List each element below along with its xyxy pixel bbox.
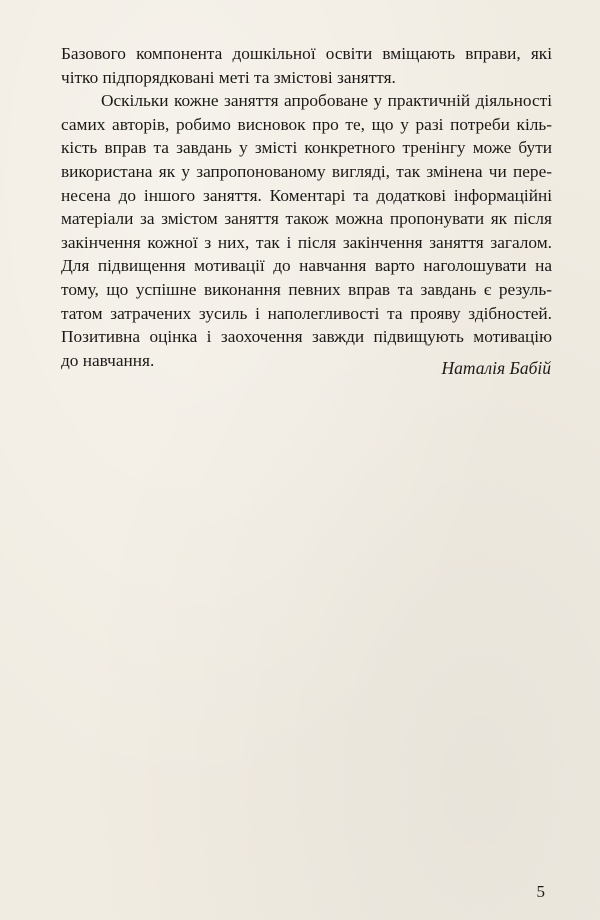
text-line: Для підвищення мотивації до навчання варто наголошувати на [61, 256, 552, 276]
text-line: кість вправ та завдань у змісті конкретного тренінгу може бути [61, 138, 552, 158]
text-line: несена до іншого заняття. Коментарі та додаткові інформаційні [61, 185, 552, 205]
text-line: тому, що успішне виконання певних вправ та завдань є резуль- [61, 279, 552, 299]
page-number: 5 [536, 882, 545, 901]
text-line: закінчення кожної з них, так і після закінчення заняття загалом. [61, 232, 552, 252]
text-line: татом затрачених зусиль і наполегливості та прояву здібностей. [61, 303, 552, 323]
text-line: Позитивна оцінка і заохочення завжди підвищують мотивацію [61, 327, 552, 347]
text-line: Оскільки кожне заняття апробоване у практичній діяльності [101, 91, 552, 111]
text-line: самих авторів, робимо висновок про те, що у разі потреби кіль- [61, 114, 552, 134]
text-line: Базового компонента дошкільної освіти вміщають вправи, які [61, 44, 552, 63]
author-signature: Наталія Бабій [441, 358, 551, 378]
body-text [61, 42, 552, 372]
text-line: матеріали за змістом заняття також можна пропонувати як після [61, 209, 552, 229]
text-line: використана як у запропонованому вигляді, так змінена чи пере- [61, 161, 552, 181]
text-line: чітко підпорядковані меті та змістові заняття. [61, 67, 396, 87]
text-line: до навчання. [61, 350, 155, 370]
